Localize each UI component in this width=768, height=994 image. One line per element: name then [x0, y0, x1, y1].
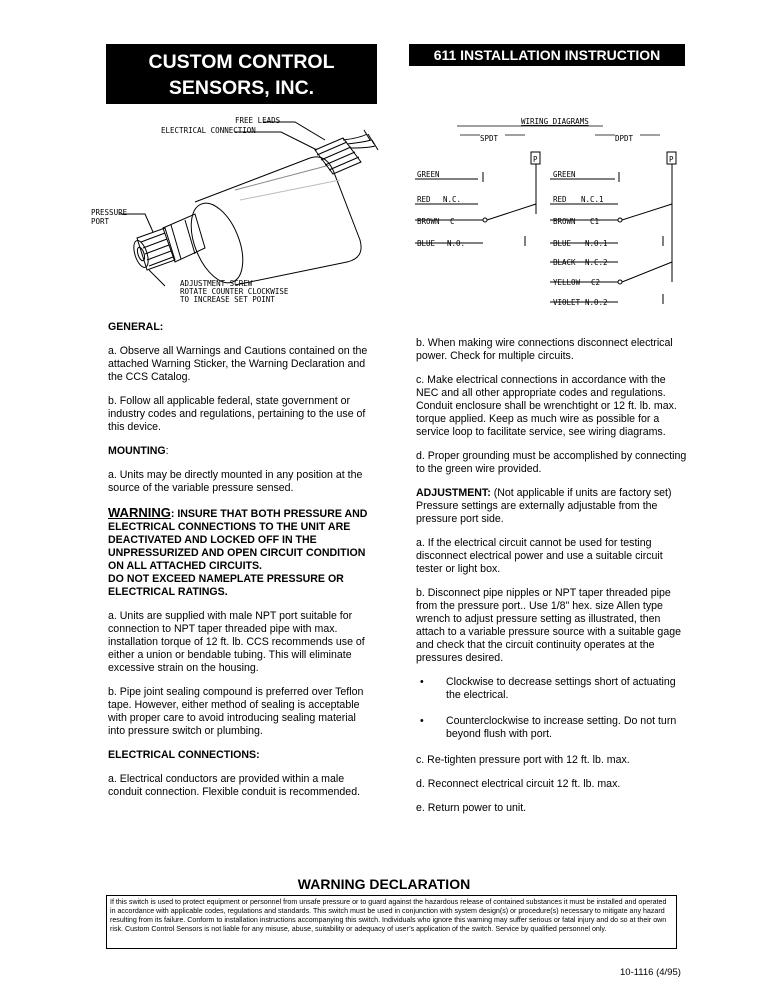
dpdt-pressure-symbol: P: [669, 155, 674, 164]
warning-text-2: DO NOT EXCEED NAMEPLATE PRESSURE OR ELECTRICAL RATINGS.: [108, 573, 344, 598]
dpdt-wire-blue: BLUE: [553, 239, 572, 248]
electrical-c: c. Make electrical connections in accordance with the NEC and all other appropriate codes and regulations. Conduit enclosure shall be wrenchtight or 12 ft. lb. max. torque applied. Keep as much wire as possible for a service loop to facilitate service, see wiring diagrams.: [416, 374, 677, 438]
product-and-wiring-diagram: [85, 110, 695, 315]
spdt-title: SPDT: [480, 134, 499, 143]
dpdt-contact-no2: N.O.2: [585, 298, 608, 307]
bullet-clockwise: [420, 676, 688, 702]
adjustment-d: d. Reconnect electrical circuit 12 ft. lb. max.: [416, 778, 621, 790]
left-column: [108, 321, 372, 810]
bullet-dot: •: [420, 715, 424, 727]
dpdt-contact-c1: C1: [590, 217, 600, 226]
label-free-leads: FREE LEADS: [235, 116, 281, 125]
electrical-d: d. Proper grounding must be accomplished by connecting to the green wire provided.: [416, 450, 687, 475]
label-adjustment-screw: ADJUSTMENT SCREW: [180, 279, 253, 288]
dpdt-contact-no1: N.O.1: [585, 239, 608, 248]
right-column: [416, 337, 688, 826]
general-a: a. Observe all Warnings and Cautions contained on the attached Warning Sticker, the Warning Declaration and the CCS Catalog.: [108, 345, 368, 383]
adjustment-heading: ADJUSTMENT:: [416, 487, 491, 499]
dpdt-wire-violet: VIOLET: [553, 298, 581, 307]
spdt-contact-no: N.O.: [447, 239, 466, 248]
label-increase-set-point: TO INCREASE SET POINT: [180, 295, 275, 304]
general-heading: GENERAL:: [108, 321, 164, 333]
label-rotate-ccw: ROTATE COUNTER CLOCKWISE: [180, 287, 289, 296]
wiring-diagrams-title: WIRING DIAGRAMS: [521, 117, 589, 126]
general-b: b. Follow all applicable federal, state government or industry codes and regulations, pertaining to the use of this device.: [108, 395, 366, 433]
bullet-counterclockwise: [420, 715, 688, 741]
bullet-dot: •: [420, 676, 424, 688]
spdt-wire-red: RED: [417, 195, 431, 204]
spdt-wire-blue: BLUE: [417, 239, 436, 248]
pressure-switch-illustration: [119, 122, 378, 290]
adjustment-a: a. If the electrical circuit cannot be used for testing disconnect electrical power and use a suitable circuit tester or light box.: [416, 537, 663, 575]
mounting-colon: :: [165, 445, 169, 457]
dpdt-contact-c2: C2: [591, 278, 601, 287]
warning-declaration-text: If this switch is used to protect equipment or personnel from unsafe pressure or to guard against the hazardous release of contained substances it must be installed and operated in accordance with applicable codes, regulations and standards. This switch must be used in conjunction with system design(s) or procedure(s) necessary to mitigate any hazard resulting from its failure. Conform to installation instructions accompanying this switch. Individuals who ignore this warning may suffer serious or fatal injury and do so at their own risk. Custom Control Sensors is not liable for any misuse, abuse, suitability or adequacy of user’s application of the switch. Service by qualified personnel only.: [106, 895, 677, 949]
warning-word: WARNING: [108, 505, 171, 520]
bullet-clockwise-text: Clockwise to decrease settings short of actuating the electrical.: [446, 676, 676, 701]
dpdt-contact-nc1: N.C.1: [581, 195, 604, 204]
dpdt-contact-nc2: N.C.2: [585, 258, 608, 267]
label-port: PORT: [91, 217, 110, 226]
company-name-line2: SENSORS, INC.: [168, 77, 315, 99]
dpdt-wire-green: GREEN: [553, 170, 576, 179]
warning-text: : INSURE THAT BOTH PRESSURE AND ELECTRICAL CONNECTIONS TO THE UNIT ARE DEACTIVATED AND LOCKED OFF IN THE UNPRESSURIZED AND OPEN CIRCUIT CONDITION ON ALL ATTACHED CIRCUITS.: [108, 508, 368, 572]
spdt-wiring: [415, 152, 540, 246]
dpdt-wire-black: BLACK: [553, 258, 576, 267]
spdt-pressure-symbol: P: [533, 155, 538, 164]
electrical-heading: ELECTRICAL CONNECTIONS:: [108, 749, 260, 761]
mounting-a2: a. Units are supplied with male NPT port suitable for connection to NPT taper threaded pipe with max. installation torque of 12 ft. lb. CCS recommends use of either a union or bendable tubing. This will eliminate excessive strain on the housing.: [108, 610, 365, 674]
dpdt-wire-brown: BROWN: [553, 217, 576, 226]
adjustment-c: c. Re-tighten pressure port with 12 ft. lb. max.: [416, 754, 630, 766]
warning-block: [108, 506, 372, 599]
adjustment-intro: [416, 487, 688, 526]
spdt-wire-brown: BROWN: [417, 217, 440, 226]
adjustment-e: e. Return power to unit.: [416, 802, 527, 814]
bullet-counterclockwise-text: Counterclockwise to increase setting. Do not turn beyond flush with port.: [446, 715, 677, 740]
spdt-contact-nc: N.C.: [443, 195, 462, 204]
document-title: 611 INSTALLATION INSTRUCTION: [409, 44, 685, 66]
spdt-wire-green: GREEN: [417, 170, 440, 179]
dpdt-title: DPDT: [615, 134, 634, 143]
electrical-b: b. When making wire connections disconnect electrical power. Check for multiple circuits.: [416, 337, 673, 362]
label-electrical-connection: ELECTRICAL CONNECTION: [161, 126, 256, 135]
label-pressure: PRESSURE: [91, 208, 128, 217]
mounting-heading: MOUNTING: [108, 445, 166, 457]
document-code: 10-1116 (4/95): [620, 967, 681, 978]
warning-declaration-title: WARNING DECLARATION: [297, 876, 471, 892]
adjustment-text: (Not applicable if units are factory set) Pressure settings are externally adjustable from the pressure port side.: [416, 487, 672, 525]
company-name-box: [106, 44, 377, 104]
dpdt-wire-red: RED: [553, 195, 567, 204]
mounting-b: b. Pipe joint sealing compound is preferred over Teflon tape. However, either method of sealing is acceptable with proper care to avoid introducing sealing material into pressure switch or plumbing.: [108, 686, 364, 737]
spdt-contact-c: C: [450, 217, 455, 226]
dpdt-wire-yellow: YELLOW: [553, 278, 581, 287]
mounting-a: a. Units may be directly mounted in any position at the source of the variable pressure sensed.: [108, 469, 363, 494]
adjustment-b: b. Disconnect pipe nipples or NPT taper threaded pipe from the pressure port.. Use 1/8" hex. size Allen type wrench to adjust pressure setting as illustrated, then attach to a variable pressure source with a suitable gage and check that the circuit continuity operates at the pressures desired.: [416, 587, 681, 664]
mounting-heading-wrap: [108, 445, 372, 458]
company-name-line1: CUSTOM CONTROL: [148, 51, 335, 73]
electrical-a: a. Electrical conductors are provided within a male conduit connection. Flexible conduit is recommended.: [108, 773, 361, 798]
